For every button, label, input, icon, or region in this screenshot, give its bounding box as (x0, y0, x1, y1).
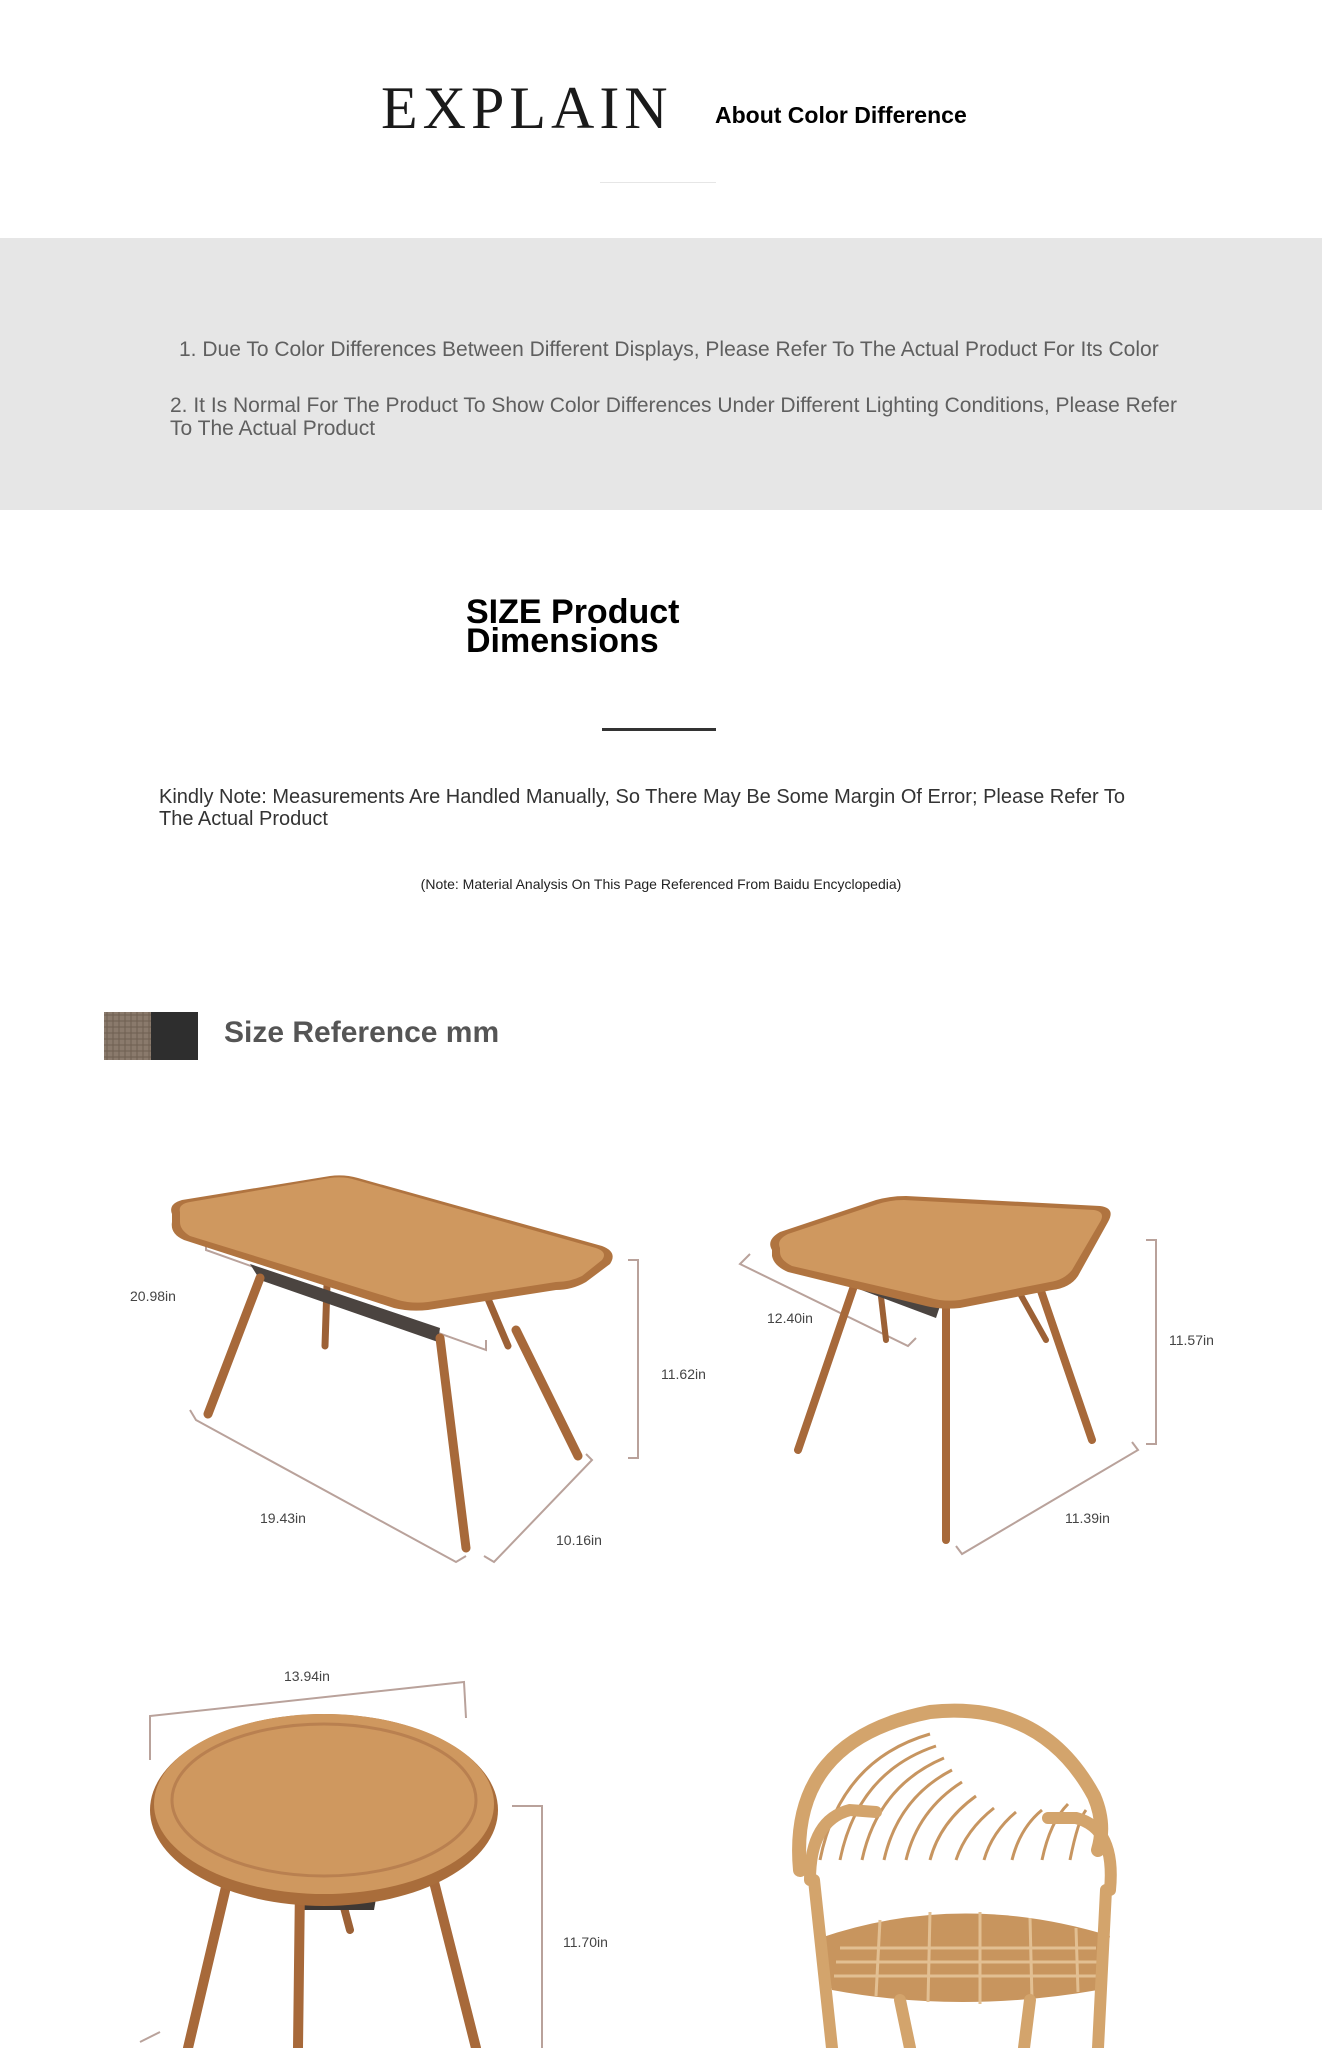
color-note-1: 1. Due To Color Differences Between Different Displays, Please Refer To The Actual Product For Its Color (179, 338, 1159, 361)
rattan-chair-image (780, 1700, 1140, 2048)
round-table-image (130, 1670, 580, 2048)
rect-table-width-label: 10.16in (556, 1532, 602, 1548)
small-table-width-label: 11.39in (1065, 1510, 1110, 1526)
rectangular-table-image (120, 1160, 650, 1580)
round-table-diameter-label: 13.94in (284, 1668, 330, 1684)
color-note-2: 2. It Is Normal For The Product To Show Color Differences Under Different Lighting Conditions, Please Refer To The Actual Product (170, 394, 1177, 440)
small-table-depth-label: 12.40in (767, 1310, 813, 1326)
header-divider (600, 182, 716, 183)
small-table-height-label: 11.57in (1169, 1332, 1214, 1348)
size-reference-heading: Size Reference mm (224, 1016, 500, 1049)
reference-note: (Note: Material Analysis On This Page Referenced From Baidu Encyclopedia) (420, 876, 902, 892)
kindly-note: Kindly Note: Measurements Are Handled Manually, So There May Be Some Margin Of Error; Please Refer To The Actual Product (159, 786, 1125, 830)
material-swatch-icon (104, 1012, 198, 1060)
size-section-title: SIZE Product Dimensions (466, 593, 680, 660)
explain-logo: EXPLAIN (381, 75, 673, 141)
round-table-height-label: 11.70in (563, 1934, 608, 1950)
about-color-difference-title: About Color Difference (715, 102, 967, 128)
size-divider (602, 728, 716, 731)
small-table-image (730, 1180, 1170, 1560)
color-notes-band (0, 238, 1322, 510)
rect-table-length-label: 19.43in (260, 1510, 306, 1526)
rect-table-depth-label: 20.98in (130, 1288, 176, 1304)
rect-table-height-label: 11.62in (661, 1366, 706, 1382)
